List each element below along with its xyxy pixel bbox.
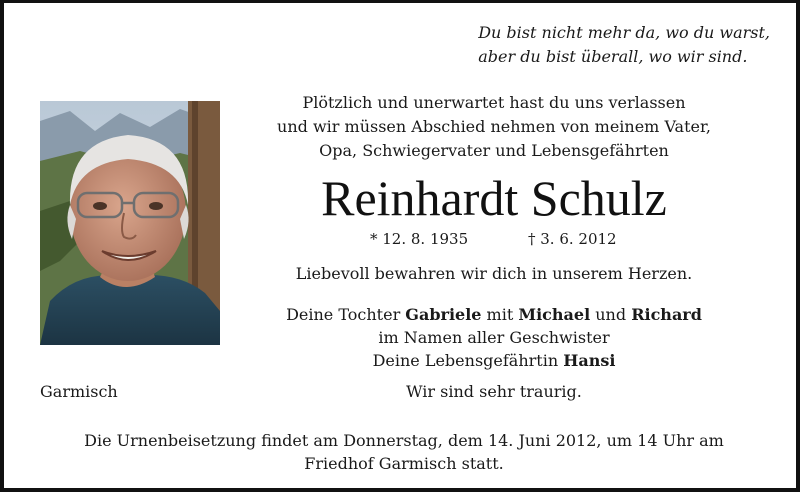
intro-text: [244, 91, 744, 163]
place-name: Garmisch: [40, 382, 118, 401]
memorial-motto: Liebevoll bewahren wir dich in unserem Herzen.: [295, 264, 693, 283]
companion-name: Hansi: [563, 351, 616, 370]
death-date: † 3. 6. 2012: [528, 230, 617, 248]
mourners-line-3: [244, 349, 744, 372]
funeral-line-2: Friedhof Garmisch statt.: [304, 454, 504, 473]
intro-line-3: Opa, Schwiegervater und Lebensgefährten: [319, 141, 669, 160]
portrait-photo: [40, 101, 220, 345]
quote-line-2: aber du bist überall, wo wir sind.: [478, 47, 748, 66]
funeral-info: [24, 429, 784, 475]
closing-line: Wir sind sehr traurig.: [406, 382, 582, 401]
mourners-line-1-prefix: Deine Tochter: [286, 305, 406, 324]
funeral-line-1: Die Urnenbeisetzung findet am Donnerstag, dem 14. Juni 2012, um 14 Uhr am: [84, 431, 724, 450]
deceased-name: Reinhardt Schulz: [321, 170, 667, 226]
portrait-image: [40, 101, 220, 345]
mourners-line-1-and: und: [590, 305, 632, 324]
mourners-line-3-prefix: Deine Lebensgefährtin: [372, 351, 564, 370]
mourners-list: [244, 303, 744, 372]
mourners-line-1-mid: mit: [481, 305, 519, 324]
birth-date: * 12. 8. 1935: [370, 230, 469, 248]
intro-line-2: und wir müssen Abschied nehmen von meinem Vater,: [277, 117, 711, 136]
mourners-line-2: im Namen aller Geschwister: [378, 328, 610, 347]
mourners-line-1: [244, 303, 744, 326]
memorial-quote: [478, 21, 770, 69]
partner-name-1: Michael: [518, 305, 591, 324]
quote-line-1: Du bist nicht mehr da, wo du warst,: [478, 23, 770, 42]
intro-line-1: Plötzlich und unerwartet hast du uns verlassen: [302, 93, 686, 112]
daughter-name: Gabriele: [405, 305, 482, 324]
partner-name-2: Richard: [631, 305, 702, 324]
